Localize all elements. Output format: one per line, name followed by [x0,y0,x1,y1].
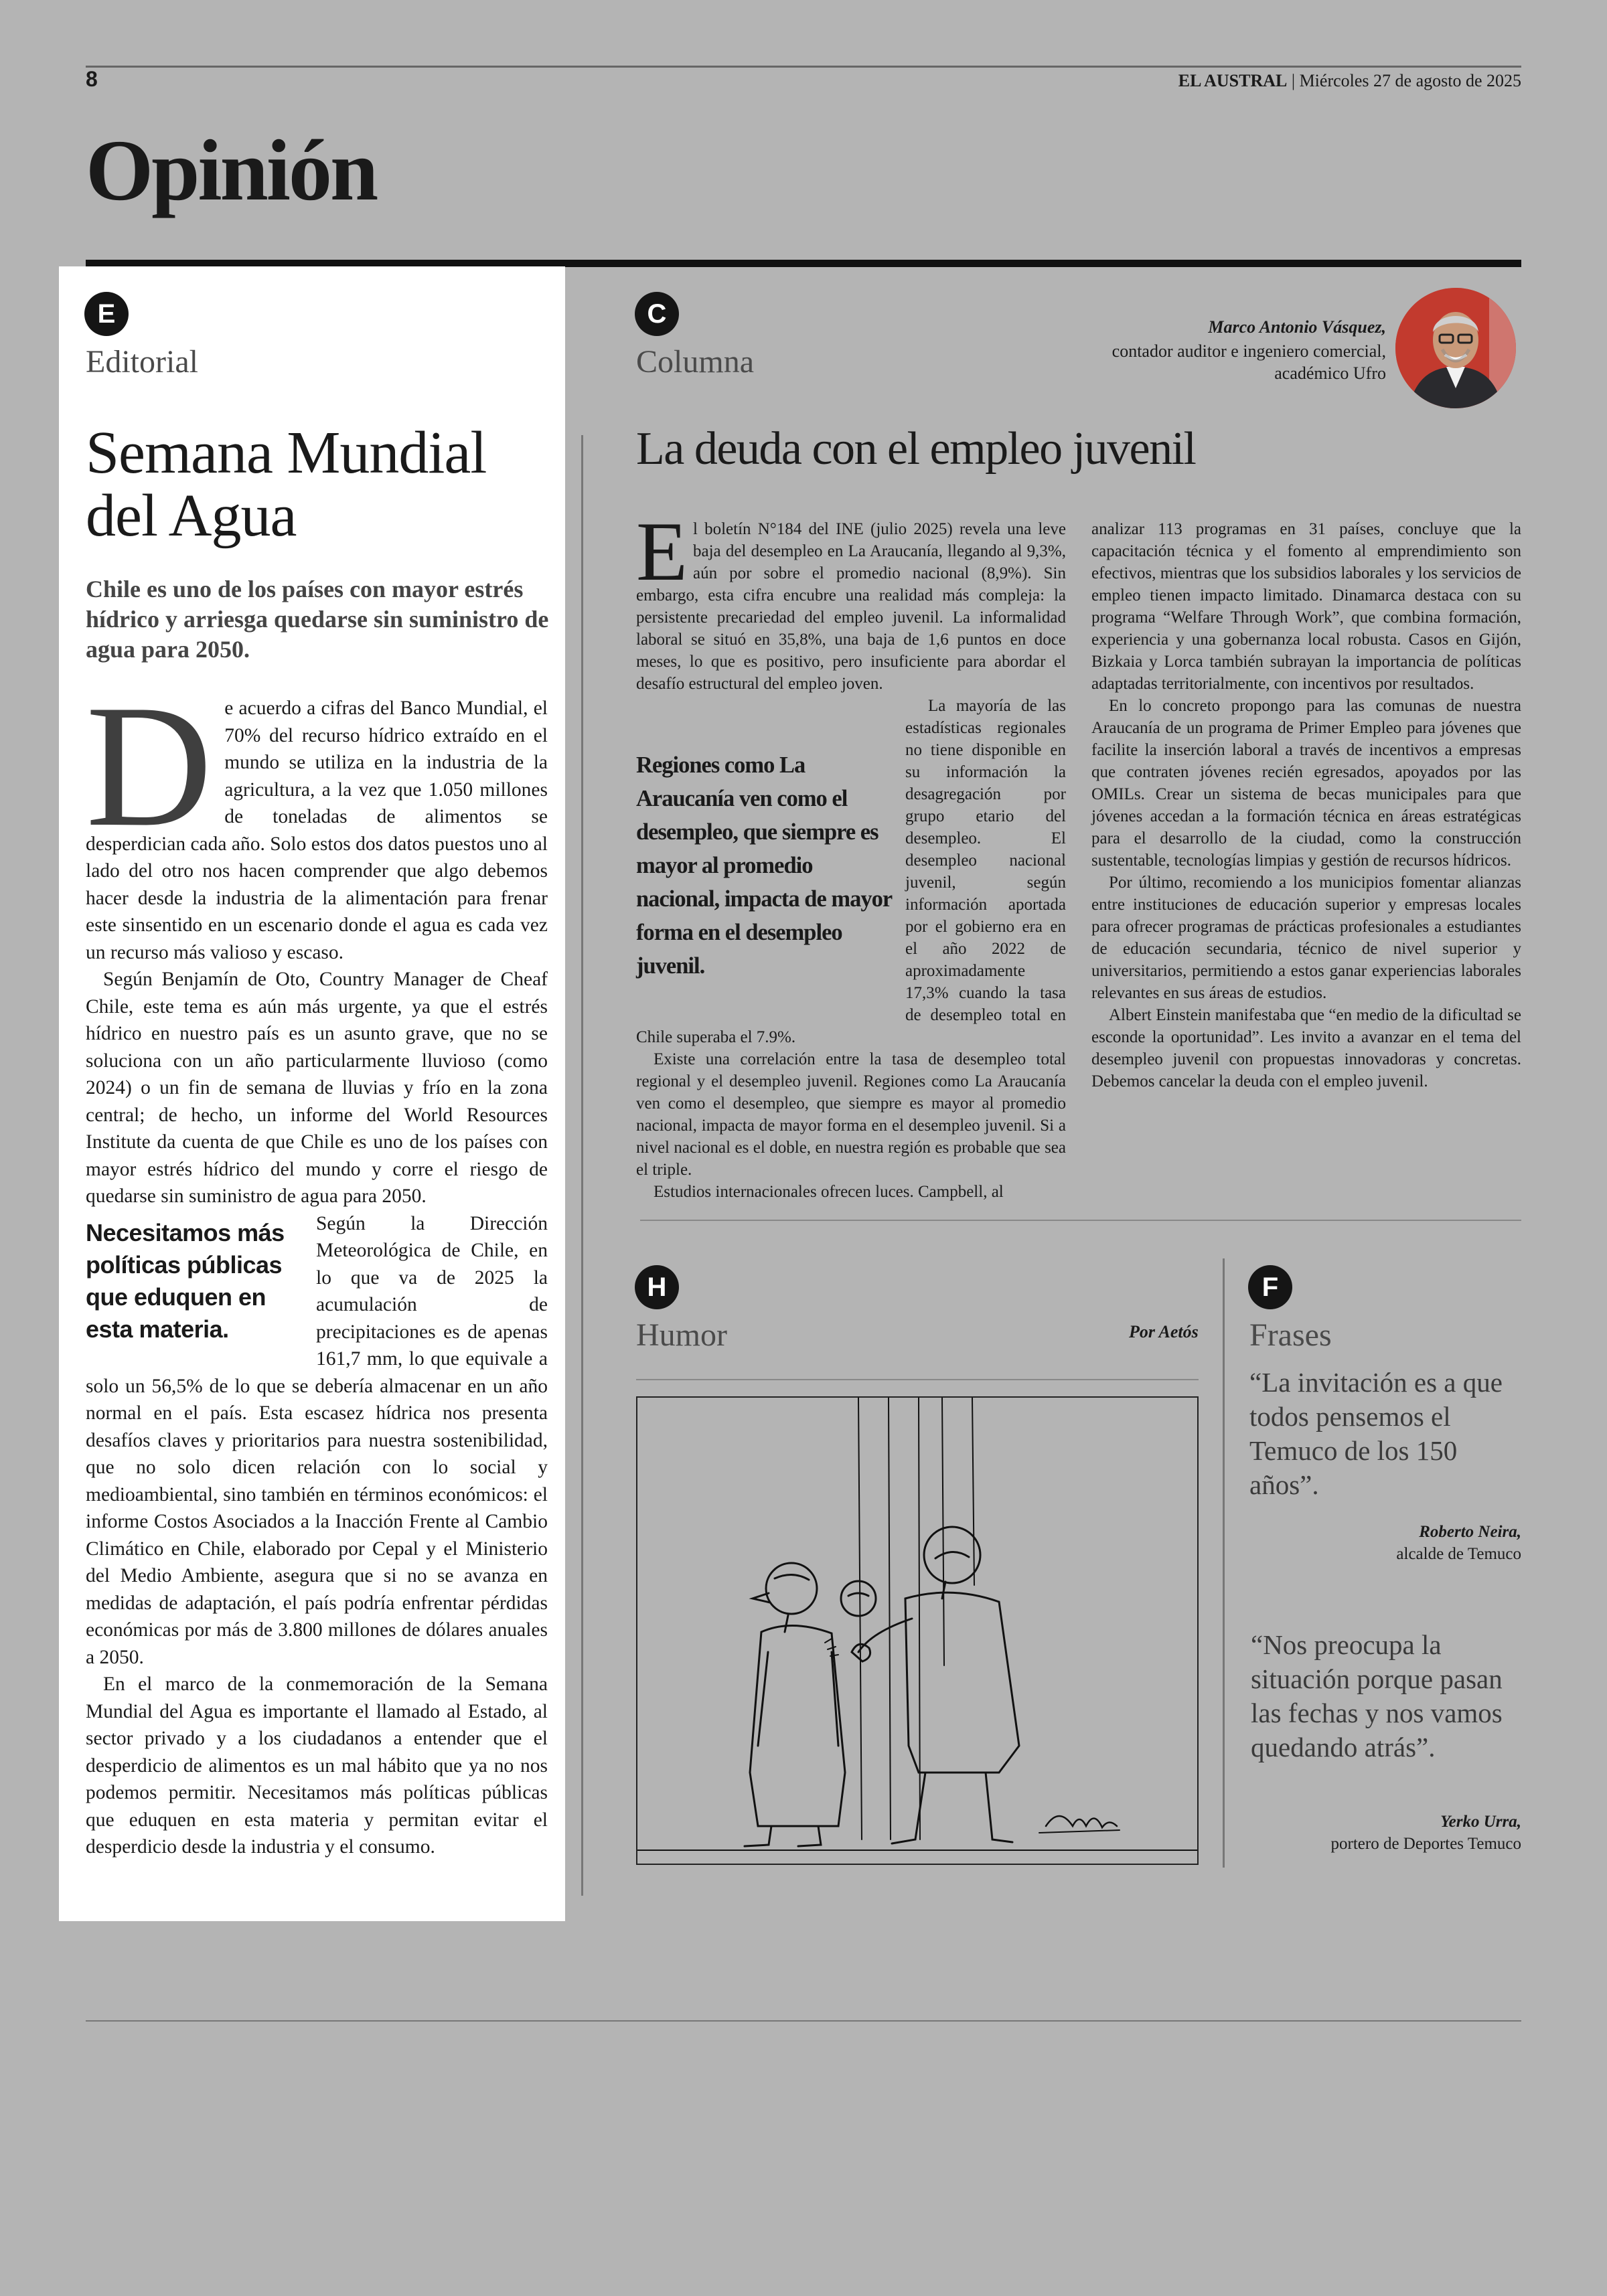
author-portrait-icon [1395,288,1516,408]
footer-rule [86,2020,1521,2022]
column-label: Columna [636,344,754,380]
cartoon-drawing-icon [637,1398,1197,1864]
quote-1: “La invitación es a que todos pensemos el Temuco de los 150 años”. [1249,1367,1503,1500]
column-title: La deuda con el empleo juvenil [636,423,1196,475]
column-paragraph: Existe una correlación entre la tasa de desempleo total regional y el desempleo juvenil. Regiones como La Araucanía ven como el desempleo, que siempre es mayor al promedio nacional, impacta de mayor forma en el desempleo juvenil. Si a nivel nacional es el doble, en nuestra región es probable que sea el triple. [636,1050,1066,1179]
editorial-paragraph: Necesitamos más políticas públicas que eduquen en esta materia. Según la Dirección Meteorológica de Chile, en lo que va de 2025 la acumulación de precipitaciones es de apenas 161,7 mm, lo que equivale a solo un 56,5% de lo que se debería almacenar en un año normal en el país. Esta escasez hídrica nos presenta desafíos claves y prioritarios para nuestra sostenibilidad, que no solo dicen relación con lo social y medioambiental, sino también en términos económicos: el informe Costos Asociados a la Inacción Frente al Cambio Climático en Chile, elaborado por Cepal y el Ministerio del Medio Ambiente, asegura que si no se avanza en medidas de adaptación, el país podría enfrentar pérdidas económicas por más de 3.800 millones de dólares anuales a 2050. [86,1212,548,1668]
column-paragraph: Regiones como La Araucanía ven como el desempleo, que siempre es mayor al promedio nacional, impacta de mayor forma en el desempleo juvenil. La mayoría de las estadísticas regionales no tiene disponible en su información la desagregación por grupo etario del desempleo. El desempleo nacional juvenil, según información aportada por el gobierno era en el año 2022 de aproximadamente 17,3% cuando la tasa de desempleo total en Chile superaba el 7.9%. [636,697,1066,1046]
editorial-paragraph: En el marco de la conmemoración de la Semana Mundial del Agua es importante el llamado al Estado, al sector privado y a los ciudadanos a entender que el desperdicio de alimentos es un mal hábito que ya no nos podemos permitir. Necesitamos más políticas públicas que eduquen en esta materia y permitan evitar el desperdicio desde la industria y el consumo. [86,1673,548,1858]
quote-1-name: Roberto Neira, [1419,1523,1521,1541]
editorial-subtitle: Chile es uno de los países con mayor estrés hídrico y arriesga quedarse sin suministro de agua para 2050. [86,576,549,663]
author-name: Marco Antonio Vásquez, [1208,317,1386,337]
masthead [1178,71,1521,91]
editorial-title: Semana Mundial del Agua [86,420,487,549]
author-photo [1395,288,1516,408]
frases-label: Frases [1249,1317,1332,1353]
page-number: 8 [86,67,98,91]
issue-date: | Miércoles 27 de agosto de 2025 [1291,71,1521,90]
column-pullquote: Regiones como La Araucanía ven como el desempleo, que siempre es mayor al promedio nacional, impacta de mayor forma en el desempleo juvenil. [636,752,892,979]
quote-1-role: alcalde de Temuco [1396,1545,1521,1563]
column-paragraph: En lo concreto propongo para las comunas de nuestra Araucanía de un programa de Primer Empleo para jóvenes que facilite la inserción laboral a través de incentivos a empresas que contraten jóvenes recién egresados, apoyados por las OMILs. Crear un sistema de becas municipales para que jóvenes accedan a la formación técnica en áreas estratégicas para el desarrollo de la ciudad, como la construcción sustentable, tecnologías limpias y gestión de recursos hídricos. [1091,697,1521,870]
quote-1-author [1396,1521,1521,1565]
humor-top-rule [636,1379,1199,1380]
column-paragraph: analizar 113 programas en 31 países, concluye que la capacitación técnica y el fomento al emprendimiento son efectivos, mientras que los subsidios laborales y los servicios de empleo tienen impacto limitado. Dinamarca destaca con su programa “Welfare Through Work”, que combina formación, experiencia y una gobernanza local robusta. Casos en Gijón, Bizkaia y Lorca también subrayan la importancia de políticas adaptadas territorialmente, con incentivos por resultados. [1091,520,1521,693]
editorial-badge: E [84,292,129,336]
column-dropcap: E [636,505,688,598]
editorial-paragraph: Según Benjamín de Oto, Country Manager de Cheaf Chile, este tema es aún más urgente, ya que el estrés hídrico en nuestro país es un asunto grave, que no se soluciona con un año particularmente lluvioso (como 2024) o un fin de semana de lluvias y frío en la zona central; de hecho, un informe del World Resources Institute da cuenta de que Chile es uno de los países con mayor estrés hídrico del mundo y corre el riesgo de quedarse sin suministro de agua para 2050. [86,969,548,1207]
column-divider [581,435,583,1896]
column-bottom-rule [640,1220,1521,1221]
column-paragraph: Por último, recomiendo a los municipios fomentar alianzas entre instituciones de educación superior y empresas locales para ofrecer programas de prácticas profesionales a estudiantes de educación secundaria, técnico de nivel superior y universitarios, permitiendo a estos ganar experiencias laborales relevantes en sus áreas de estudios. [1091,874,1521,1002]
quote-2-author [1331,1811,1522,1855]
quote-2-role: portero de Deportes Temuco [1330,1835,1521,1853]
frases-divider [1223,1258,1225,1868]
humor-label: Humor [636,1317,727,1353]
column-body-right [1091,518,1521,1092]
quote-2-name: Yerko Urra, [1440,1813,1521,1831]
editorial-label: Editorial [86,344,198,380]
section-title: Opinión [86,122,377,219]
column-paragraph: El boletín N°184 del INE (julio 2025) revela una leve baja del desempleo en La Araucanía, llegando al 9,3%, aún por sobre el promedio nacional (8,9%). Sin embargo, esta cifra encubre una realidad más compleja: la persistente precariedad del empleo juvenil. La informalidad laboral se situó en 35,8%, una baja de 1,6 puntos en doce meses, lo que es positivo, pero insuficiente para abordar el desafío estructural del empleo joven. [636,505,1066,693]
humor-cartoon [636,1396,1199,1865]
editorial-pullquote: Necesitamos más políticas públicas que eduquen en esta materia. [86,1218,285,1343]
column-body-left [636,505,1066,1203]
humor-byline: Por Aetós [1129,1322,1199,1341]
editorial-body [86,669,548,1861]
brand-name: EL AUSTRAL [1178,71,1288,90]
top-rule [86,66,1521,68]
column-badge: C [635,292,679,336]
column-paragraph: Albert Einstein manifestaba que “en medio de la dificultad se esconde la oportunidad”. Les invito a avanzar en el tema del desempleo juvenil con propuestas innovadoras y concretas. Debemos cancelar la deuda con el empleo juvenil. [1091,1006,1521,1090]
humor-badge: H [635,1265,679,1309]
editorial-dropcap: D [86,669,213,863]
column-paragraph: Estudios internacionales ofrecen luces. Campbell, al [654,1183,1004,1201]
frases-badge: F [1248,1265,1292,1309]
quote-2: “Nos preocupa la situación porque pasan las fechas y nos vamos quedando atrás”. [1251,1629,1503,1762]
author-description: contador auditor e ingeniero comercial, académico Ufro [1112,341,1386,383]
editorial-paragraph: De acuerdo a cifras del Banco Mundial, el 70% del recurso hídrico extraído en el mundo se utiliza en la industria de la agricultura, a la vez que 1.050 millones de toneladas de alimentos se desperdician cada año. Solo estos dos datos puestos uno al lado del otro nos hacen comprender que algo debemos hacer desde la industria de la alimentación para frenar este sinsentido en un escenario donde el agua es cada vez un recurso más valioso y escaso. [86,669,548,963]
